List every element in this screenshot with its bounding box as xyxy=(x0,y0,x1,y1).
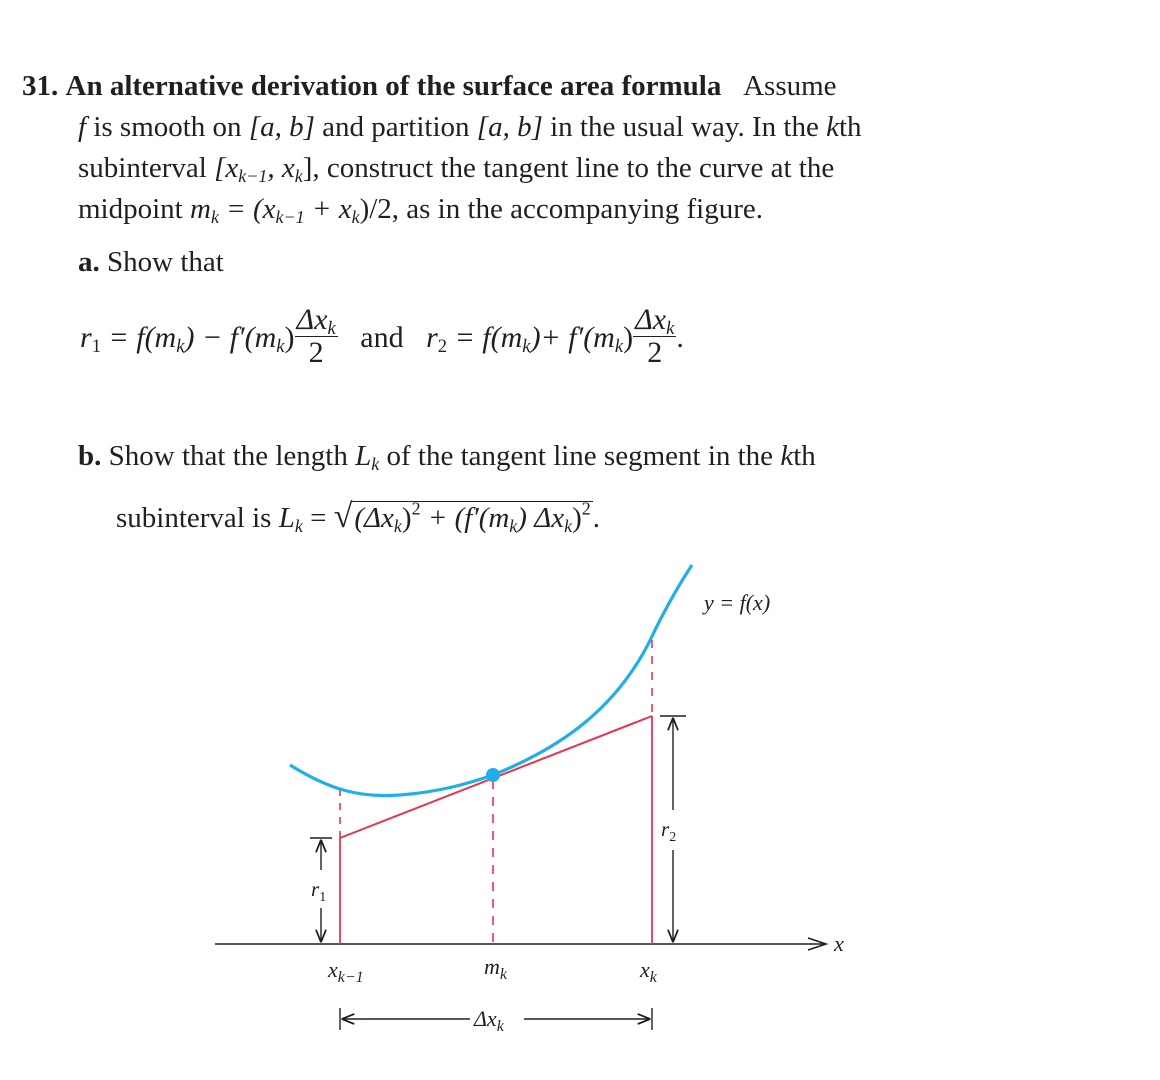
equation-span: ) − f′(m xyxy=(184,320,277,354)
part-a-text: Show that xyxy=(107,246,224,278)
xk-label: $x_k$ xyxy=(640,957,657,986)
subscript: k xyxy=(564,516,573,537)
curve-label: y = f(x) xyxy=(704,590,771,615)
paren: ) xyxy=(284,320,295,354)
equation-span: = f(m xyxy=(447,320,523,354)
equation-span: )+ f′(m xyxy=(530,320,615,354)
interval-close: ] xyxy=(302,152,313,184)
text-span: th xyxy=(793,440,816,472)
r2-label: $r_2$ xyxy=(661,817,677,845)
equation-span: = f(m xyxy=(100,320,177,354)
interval-comma: , x xyxy=(267,152,295,184)
L-symbol: L xyxy=(278,502,295,534)
k-symbol: k xyxy=(780,440,794,472)
f-symbol: f xyxy=(78,111,87,143)
subscript: k xyxy=(176,336,185,358)
subscript: k xyxy=(210,207,219,228)
k-symbol: k xyxy=(826,111,839,143)
superscript: 2 xyxy=(411,498,421,519)
interval-ab: [a, b] xyxy=(248,111,315,143)
L-symbol: L xyxy=(355,440,372,472)
problem-title: An alternative derivation of the surface area formula xyxy=(65,70,722,102)
part-b-label: b. xyxy=(78,440,102,472)
subscript: 1 xyxy=(91,336,101,358)
subscript: k xyxy=(294,516,303,537)
subscript: k xyxy=(522,336,531,358)
and-word: and xyxy=(360,320,404,354)
subscript: k xyxy=(327,318,336,340)
text-span: Show that the length xyxy=(108,440,356,472)
paren: ) xyxy=(623,320,634,354)
delta-x-label: $\Delta x_k$ xyxy=(474,1006,504,1035)
equation-span: ) Δx xyxy=(517,502,565,534)
equation-span: + (f′(m xyxy=(420,502,510,534)
text-span: of the tangent line segment in the xyxy=(379,440,781,472)
paren: ) xyxy=(572,502,582,534)
m-symbol: m xyxy=(189,193,211,225)
r2-symbol: r xyxy=(426,320,438,354)
subscript: k−1 xyxy=(275,207,305,228)
x-axis-label: x xyxy=(834,931,844,956)
r1-label: $r_1$ xyxy=(311,877,327,905)
curve-y-f-x xyxy=(290,565,692,796)
text-span: subinterval is xyxy=(116,502,279,534)
equation-span: = (x xyxy=(218,193,276,225)
mk-label: $m_k$ xyxy=(484,954,507,983)
subscript: k xyxy=(666,318,675,340)
text-span: , construct the tangent line to the curve at the xyxy=(312,152,835,184)
subscript: k−1 xyxy=(238,166,268,187)
text-span: midpoint xyxy=(78,193,190,225)
text-span: subinterval xyxy=(78,152,215,184)
period: . xyxy=(676,320,684,354)
paren: ) xyxy=(401,502,412,534)
interval-open: [x xyxy=(214,152,239,184)
superscript: 2 xyxy=(581,498,591,519)
subscript: k xyxy=(276,336,285,358)
delta-x: Δx xyxy=(296,303,328,336)
text-span: in the usual way. In the xyxy=(542,111,827,143)
part-a-label: a. xyxy=(78,246,100,278)
delta-x: Δx xyxy=(635,303,667,336)
text-span: )/2, as in the accompanying figure. xyxy=(359,193,764,225)
subscript: k xyxy=(294,166,303,187)
equals: = xyxy=(302,502,334,534)
subscript: k xyxy=(351,207,360,228)
denominator: 2 xyxy=(647,335,663,369)
xk-minus-1-label: $x_{k-1}$ xyxy=(328,957,364,986)
r1-symbol: r xyxy=(80,320,92,354)
subscript: 2 xyxy=(437,336,448,358)
subscript: k xyxy=(371,454,380,475)
equation-span: + x xyxy=(304,193,352,225)
denominator: 2 xyxy=(308,335,324,369)
subscript: k xyxy=(509,516,518,537)
tangent-point xyxy=(486,768,500,782)
equation-span: (Δx xyxy=(354,502,394,534)
assume-word: Assume xyxy=(743,70,837,102)
text-span: and partition xyxy=(314,111,477,143)
text-span: th xyxy=(838,111,862,143)
text-span: is smooth on xyxy=(86,111,249,143)
interval-ab: [a, b] xyxy=(476,111,543,143)
sqrt-sign: √ xyxy=(333,498,353,535)
subscript: k xyxy=(393,516,402,537)
problem-number: 31. xyxy=(22,70,59,102)
subscript: k xyxy=(614,336,624,358)
period: . xyxy=(592,502,600,534)
